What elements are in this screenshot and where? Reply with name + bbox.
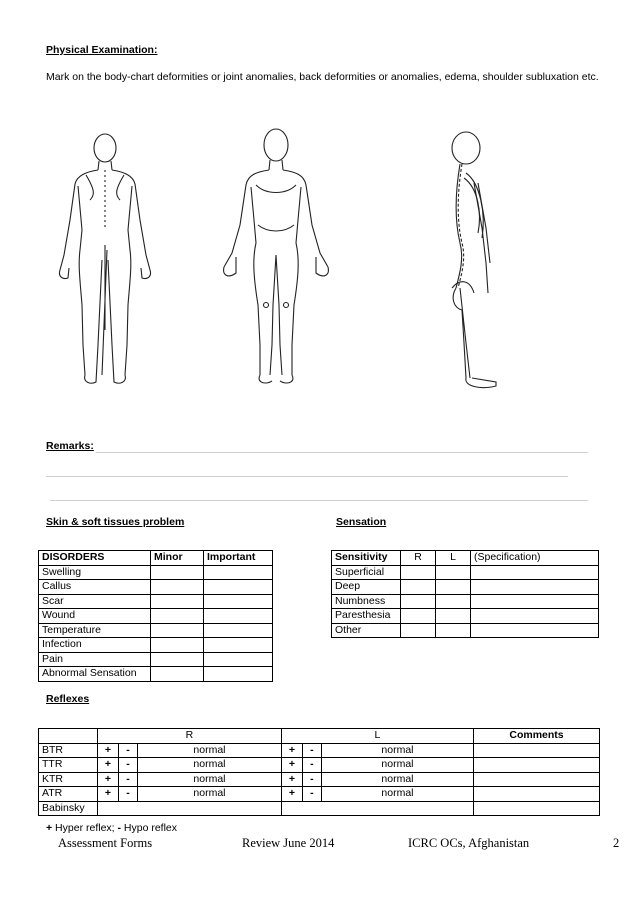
disorder-label: Wound <box>39 609 151 624</box>
reflex-legend <box>46 822 177 834</box>
table-row <box>332 565 599 580</box>
l-cell[interactable] <box>436 565 471 580</box>
r-normal-option[interactable]: normal <box>138 758 282 773</box>
comments-cell[interactable] <box>474 801 600 816</box>
sensation-section-title: Sensation <box>336 516 387 528</box>
reflexes-table <box>38 728 600 816</box>
r-plus-option[interactable]: + <box>98 758 119 773</box>
comments-cell[interactable] <box>474 758 600 773</box>
body-chart-side-skeleton[interactable] <box>430 128 510 396</box>
l-cell[interactable] <box>436 623 471 638</box>
page-number: 2 <box>613 836 620 850</box>
table-row <box>332 594 599 609</box>
minor-cell[interactable] <box>151 667 204 682</box>
specification-cell[interactable] <box>471 609 599 624</box>
minor-cell[interactable] <box>151 623 204 638</box>
l-babinsky-cell[interactable] <box>281 801 473 816</box>
l-cell[interactable] <box>436 580 471 595</box>
disorder-label: Swelling <box>39 565 151 580</box>
sensitivity-label: Paresthesia <box>332 609 401 624</box>
minor-cell[interactable] <box>151 609 204 624</box>
important-cell[interactable] <box>204 580 273 595</box>
comments-cell[interactable] <box>474 743 600 758</box>
comments-cell[interactable] <box>474 772 600 787</box>
minor-cell[interactable] <box>151 565 204 580</box>
l-plus-option[interactable]: + <box>281 772 302 787</box>
l-plus-option[interactable]: + <box>281 758 302 773</box>
skin-table-header-row <box>39 551 273 566</box>
header-r: R <box>401 551 436 566</box>
comments-cell[interactable] <box>474 787 600 802</box>
remarks-line-3[interactable] <box>50 500 588 501</box>
important-cell[interactable] <box>204 623 273 638</box>
l-minus-option[interactable]: - <box>302 758 321 773</box>
r-plus-option[interactable]: + <box>98 772 119 787</box>
header-minor: Minor <box>151 551 204 566</box>
reflexes-header-row <box>39 729 600 744</box>
sensation-table <box>331 550 599 638</box>
reflex-label: BTR <box>39 743 98 758</box>
reflex-header-l: L <box>281 729 473 744</box>
r-cell[interactable] <box>401 609 436 624</box>
important-cell[interactable] <box>204 565 273 580</box>
specification-cell[interactable] <box>471 594 599 609</box>
l-normal-option[interactable]: normal <box>321 787 473 802</box>
skin-section-title: Skin & soft tissues problem <box>46 516 185 528</box>
table-row <box>39 609 273 624</box>
table-row <box>39 565 273 580</box>
table-row <box>39 652 273 667</box>
table-row <box>332 580 599 595</box>
r-plus-option[interactable]: + <box>98 743 119 758</box>
remarks-line-2[interactable] <box>46 476 568 477</box>
disorder-label: Abnormal Sensation <box>39 667 151 682</box>
reflex-header-r: R <box>98 729 282 744</box>
reflex-label: ATR <box>39 787 98 802</box>
remarks-line-1[interactable] <box>96 452 588 453</box>
disorder-label: Infection <box>39 638 151 653</box>
r-cell[interactable] <box>401 594 436 609</box>
sensitivity-label: Numbness <box>332 594 401 609</box>
table-row <box>39 787 600 802</box>
header-l: L <box>436 551 471 566</box>
l-minus-option[interactable]: - <box>302 772 321 787</box>
l-minus-option[interactable]: - <box>302 787 321 802</box>
table-row <box>39 594 273 609</box>
legend-plus-text: Hyper reflex; <box>52 822 118 834</box>
important-cell[interactable] <box>204 594 273 609</box>
table-row <box>332 623 599 638</box>
footer-center: Review June 2014 <box>242 836 335 850</box>
reflex-label: Babinsky <box>39 801 98 816</box>
l-plus-option[interactable]: + <box>281 787 302 802</box>
body-chart-back-figure[interactable] <box>50 130 160 390</box>
header-specification: (Specification) <box>471 551 599 566</box>
l-normal-option[interactable]: normal <box>321 772 473 787</box>
table-row <box>39 623 273 638</box>
minor-cell[interactable] <box>151 652 204 667</box>
specification-cell[interactable] <box>471 565 599 580</box>
important-cell[interactable] <box>204 652 273 667</box>
l-minus-option[interactable]: - <box>302 743 321 758</box>
reflexes-section-title: Reflexes <box>46 693 90 705</box>
r-normal-option[interactable]: normal <box>138 743 282 758</box>
sensitivity-label: Deep <box>332 580 401 595</box>
skin-disorders-table <box>38 550 273 682</box>
reflex-header-comments: Comments <box>474 729 600 744</box>
reflex-label: TTR <box>39 758 98 773</box>
table-row <box>39 772 600 787</box>
table-row <box>39 743 600 758</box>
legend-minus-text: Hypo reflex <box>121 822 178 834</box>
r-normal-option[interactable]: normal <box>138 772 282 787</box>
l-cell[interactable] <box>436 609 471 624</box>
legend-minus-symbol: - <box>117 822 121 834</box>
footer-left: Assessment Forms <box>58 836 153 850</box>
footer-right: ICRC OCs, Afghanistan <box>408 836 530 850</box>
l-plus-option[interactable]: + <box>281 743 302 758</box>
r-minus-option[interactable]: - <box>119 758 138 773</box>
disorder-label: Pain <box>39 652 151 667</box>
minor-cell[interactable] <box>151 638 204 653</box>
r-minus-option[interactable]: - <box>119 772 138 787</box>
r-minus-option[interactable]: - <box>119 743 138 758</box>
table-row <box>39 758 600 773</box>
page-heading: Physical Examination: <box>46 44 158 56</box>
disorder-label: Scar <box>39 594 151 609</box>
reflex-header-blank <box>39 729 98 744</box>
remarks-label: Remarks: <box>46 440 94 452</box>
table-row <box>39 638 273 653</box>
sensitivity-label: Superficial <box>332 565 401 580</box>
instruction-text: Mark on the body-chart deformities or joint anomalies, back deformities or anomalies, edema, shoulder subluxation etc. <box>46 71 599 83</box>
table-row <box>39 667 273 682</box>
l-normal-option[interactable]: normal <box>321 743 473 758</box>
reflex-label: KTR <box>39 772 98 787</box>
minor-cell[interactable] <box>151 580 204 595</box>
r-cell[interactable] <box>401 565 436 580</box>
header-sensitivity: Sensitivity <box>332 551 401 566</box>
important-cell[interactable] <box>204 638 273 653</box>
r-cell[interactable] <box>401 623 436 638</box>
l-normal-option[interactable]: normal <box>321 758 473 773</box>
table-row <box>332 609 599 624</box>
specification-cell[interactable] <box>471 623 599 638</box>
body-chart-front-figure[interactable] <box>218 125 338 390</box>
specification-cell[interactable] <box>471 580 599 595</box>
header-disorders: DISORDERS <box>39 551 151 566</box>
table-row <box>39 801 600 816</box>
sensitivity-label: Other <box>332 623 401 638</box>
header-important: Important <box>204 551 273 566</box>
r-cell[interactable] <box>401 580 436 595</box>
r-minus-option[interactable]: - <box>119 787 138 802</box>
important-cell[interactable] <box>204 667 273 682</box>
table-row <box>39 580 273 595</box>
minor-cell[interactable] <box>151 594 204 609</box>
l-cell[interactable] <box>436 594 471 609</box>
disorder-label: Temperature <box>39 623 151 638</box>
legend-plus-symbol: + <box>46 822 53 834</box>
disorder-label: Callus <box>39 580 151 595</box>
r-plus-option[interactable]: + <box>98 787 119 802</box>
r-normal-option[interactable]: normal <box>138 787 282 802</box>
important-cell[interactable] <box>204 609 273 624</box>
r-babinsky-cell[interactable] <box>98 801 282 816</box>
sensation-table-header-row <box>332 551 599 566</box>
